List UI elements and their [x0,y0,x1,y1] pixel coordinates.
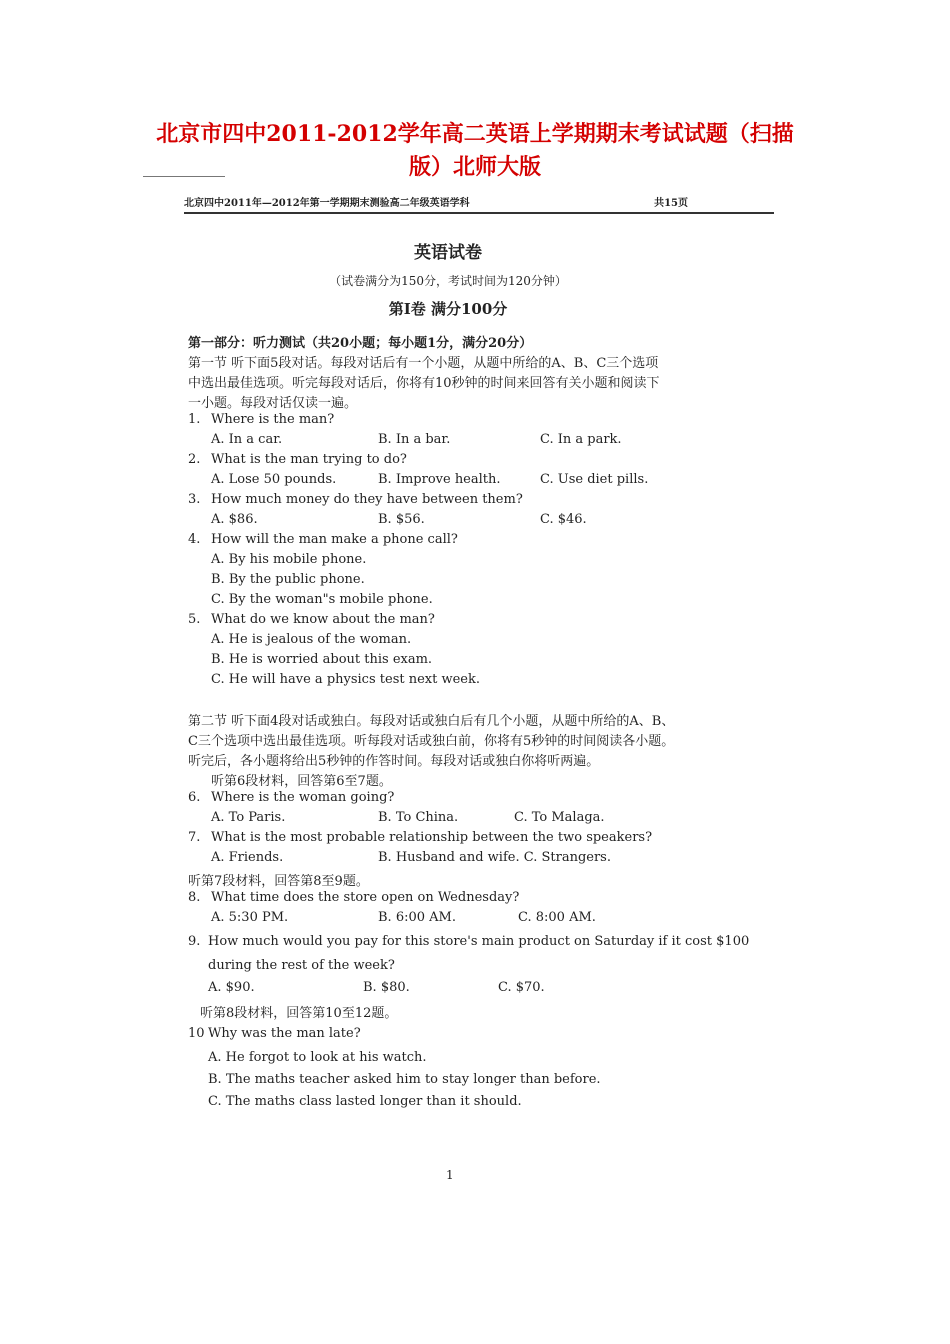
question-number: 4. [188,532,201,547]
question-text: How will the man make a phone call? [211,532,458,547]
question-number: 1. [188,412,201,427]
section2-line-3: 听完后，各小题将给出5秒钟的作答时间。每段对话或独白你将听两遍。 [188,754,600,769]
option-b: B. $56. [378,512,425,527]
section1-line-3: 一小题。每段对话仅读一遍。 [188,396,358,411]
material-6-heading: 听第6段材料，回答第6至7题。 [211,774,392,789]
option-a: A. In a car. [211,432,283,447]
question-text: What time does the store open on Wednesday? [211,890,520,905]
option-c: C. By the woman"s mobile phone. [211,592,433,607]
question-number: 9. [188,934,201,949]
question-text: What is the man trying to do? [211,452,407,467]
option-c: C. Use diet pills. [540,472,649,487]
question-number: 10 [188,1026,205,1041]
volume-title: 第I卷 满分100分 [388,300,508,318]
question-text: How much money do they have between them? [211,492,523,507]
option-c: C. $70. [498,980,545,995]
option-c: C. $46. [540,512,587,527]
section2-line-2: C三个选项中选出最佳选项。听每段对话或独白前，你将有5秒钟的时间阅读各小题。 [188,734,675,749]
options-b-c: B. Husband and wife. C. Strangers. [378,850,611,865]
question-text: Where is the man? [211,412,335,427]
option-a: A. He forgot to look at his watch. [208,1050,427,1065]
option-a: A. Friends. [211,850,284,865]
option-b: B. The maths teacher asked him to stay longer than before. [208,1072,601,1087]
option-c: C. In a park. [540,432,622,447]
question-number: 3. [188,492,201,507]
option-b: B. By the public phone. [211,572,365,587]
page-count: 共15页 [654,198,688,209]
question-number: 8. [188,890,201,905]
option-a: A. 5:30 PM. [211,910,289,925]
option-a: A. $90. [208,980,255,995]
option-b: B. 6:00 AM. [378,910,456,925]
option-c: C. 8:00 AM. [518,910,596,925]
part1-heading: 第一部分：听力测试（共20小题；每小题1分，满分20分） [188,336,533,351]
option-a: A. To Paris. [211,810,286,825]
question-text: What do we know about the man? [211,612,435,627]
option-c: C. The maths class lasted longer than it should. [208,1094,522,1109]
option-a: A. $86. [211,512,258,527]
material-8-heading: 听第8段材料，回答第10至12题。 [200,1006,398,1021]
option-b: B. He is worried about this exam. [211,652,433,667]
option-b: B. $80. [363,980,410,995]
question-number: 5. [188,612,201,627]
exam-header-text: 北京四中2011年—2012年第一学期期末测验高二年级英语学科 [184,198,470,209]
option-a: A. He is jealous of the woman. [211,632,412,647]
document-title [150,118,800,184]
question-text: Why was the man late? [208,1026,361,1041]
question-text-line-1: How much would you pay for this store's main product on Saturday if it cost $100 [208,934,750,949]
section2-line-1: 第二节 听下面4段对话或独白。每段对话或独白后有几个小题，从题中所给的A、B、 [188,714,675,729]
scanned-exam-page [178,186,788,1146]
option-b: B. In a bar. [378,432,451,447]
section1-line-2: 中选出最佳选项。听完每段对话后，你将有10秒钟的时间来回答有关小题和阅读下 [188,376,660,391]
option-c: C. To Malaga. [514,810,605,825]
option-c: C. He will have a physics test next week. [211,672,480,687]
document-title-line-2: 版）北师大版 [408,154,541,180]
option-b: B. To China. [378,810,459,825]
section1-line-1: 第一节 听下面5段对话。每段对话后有一个小题，从题中所给的A、B、C三个选项 [188,356,659,371]
exam-header-bar [184,194,774,214]
question-number: 7. [188,830,201,845]
document-title-line-1: 北京市四中2011-2012学年高二英语上学期期末考试试题（扫描 [156,121,794,147]
option-b: B. Improve health. [378,472,501,487]
question-number: 2. [188,452,201,467]
question-text: What is the most probable relationship between the two speakers? [211,830,653,845]
title-divider [143,176,225,177]
question-text: Where is the woman going? [211,790,395,805]
question-number: 6. [188,790,201,805]
question-text-line-2: during the rest of the week? [208,958,395,973]
exam-note: （试卷满分为150分，考试时间为120分钟） [329,274,567,288]
option-a: A. Lose 50 pounds. [211,472,337,487]
page-number: 1 [446,1168,454,1182]
exam-title: 英语试卷 [414,243,482,263]
material-7-heading: 听第7段材料，回答第8至9题。 [188,874,369,889]
option-a: A. By his mobile phone. [211,552,367,567]
